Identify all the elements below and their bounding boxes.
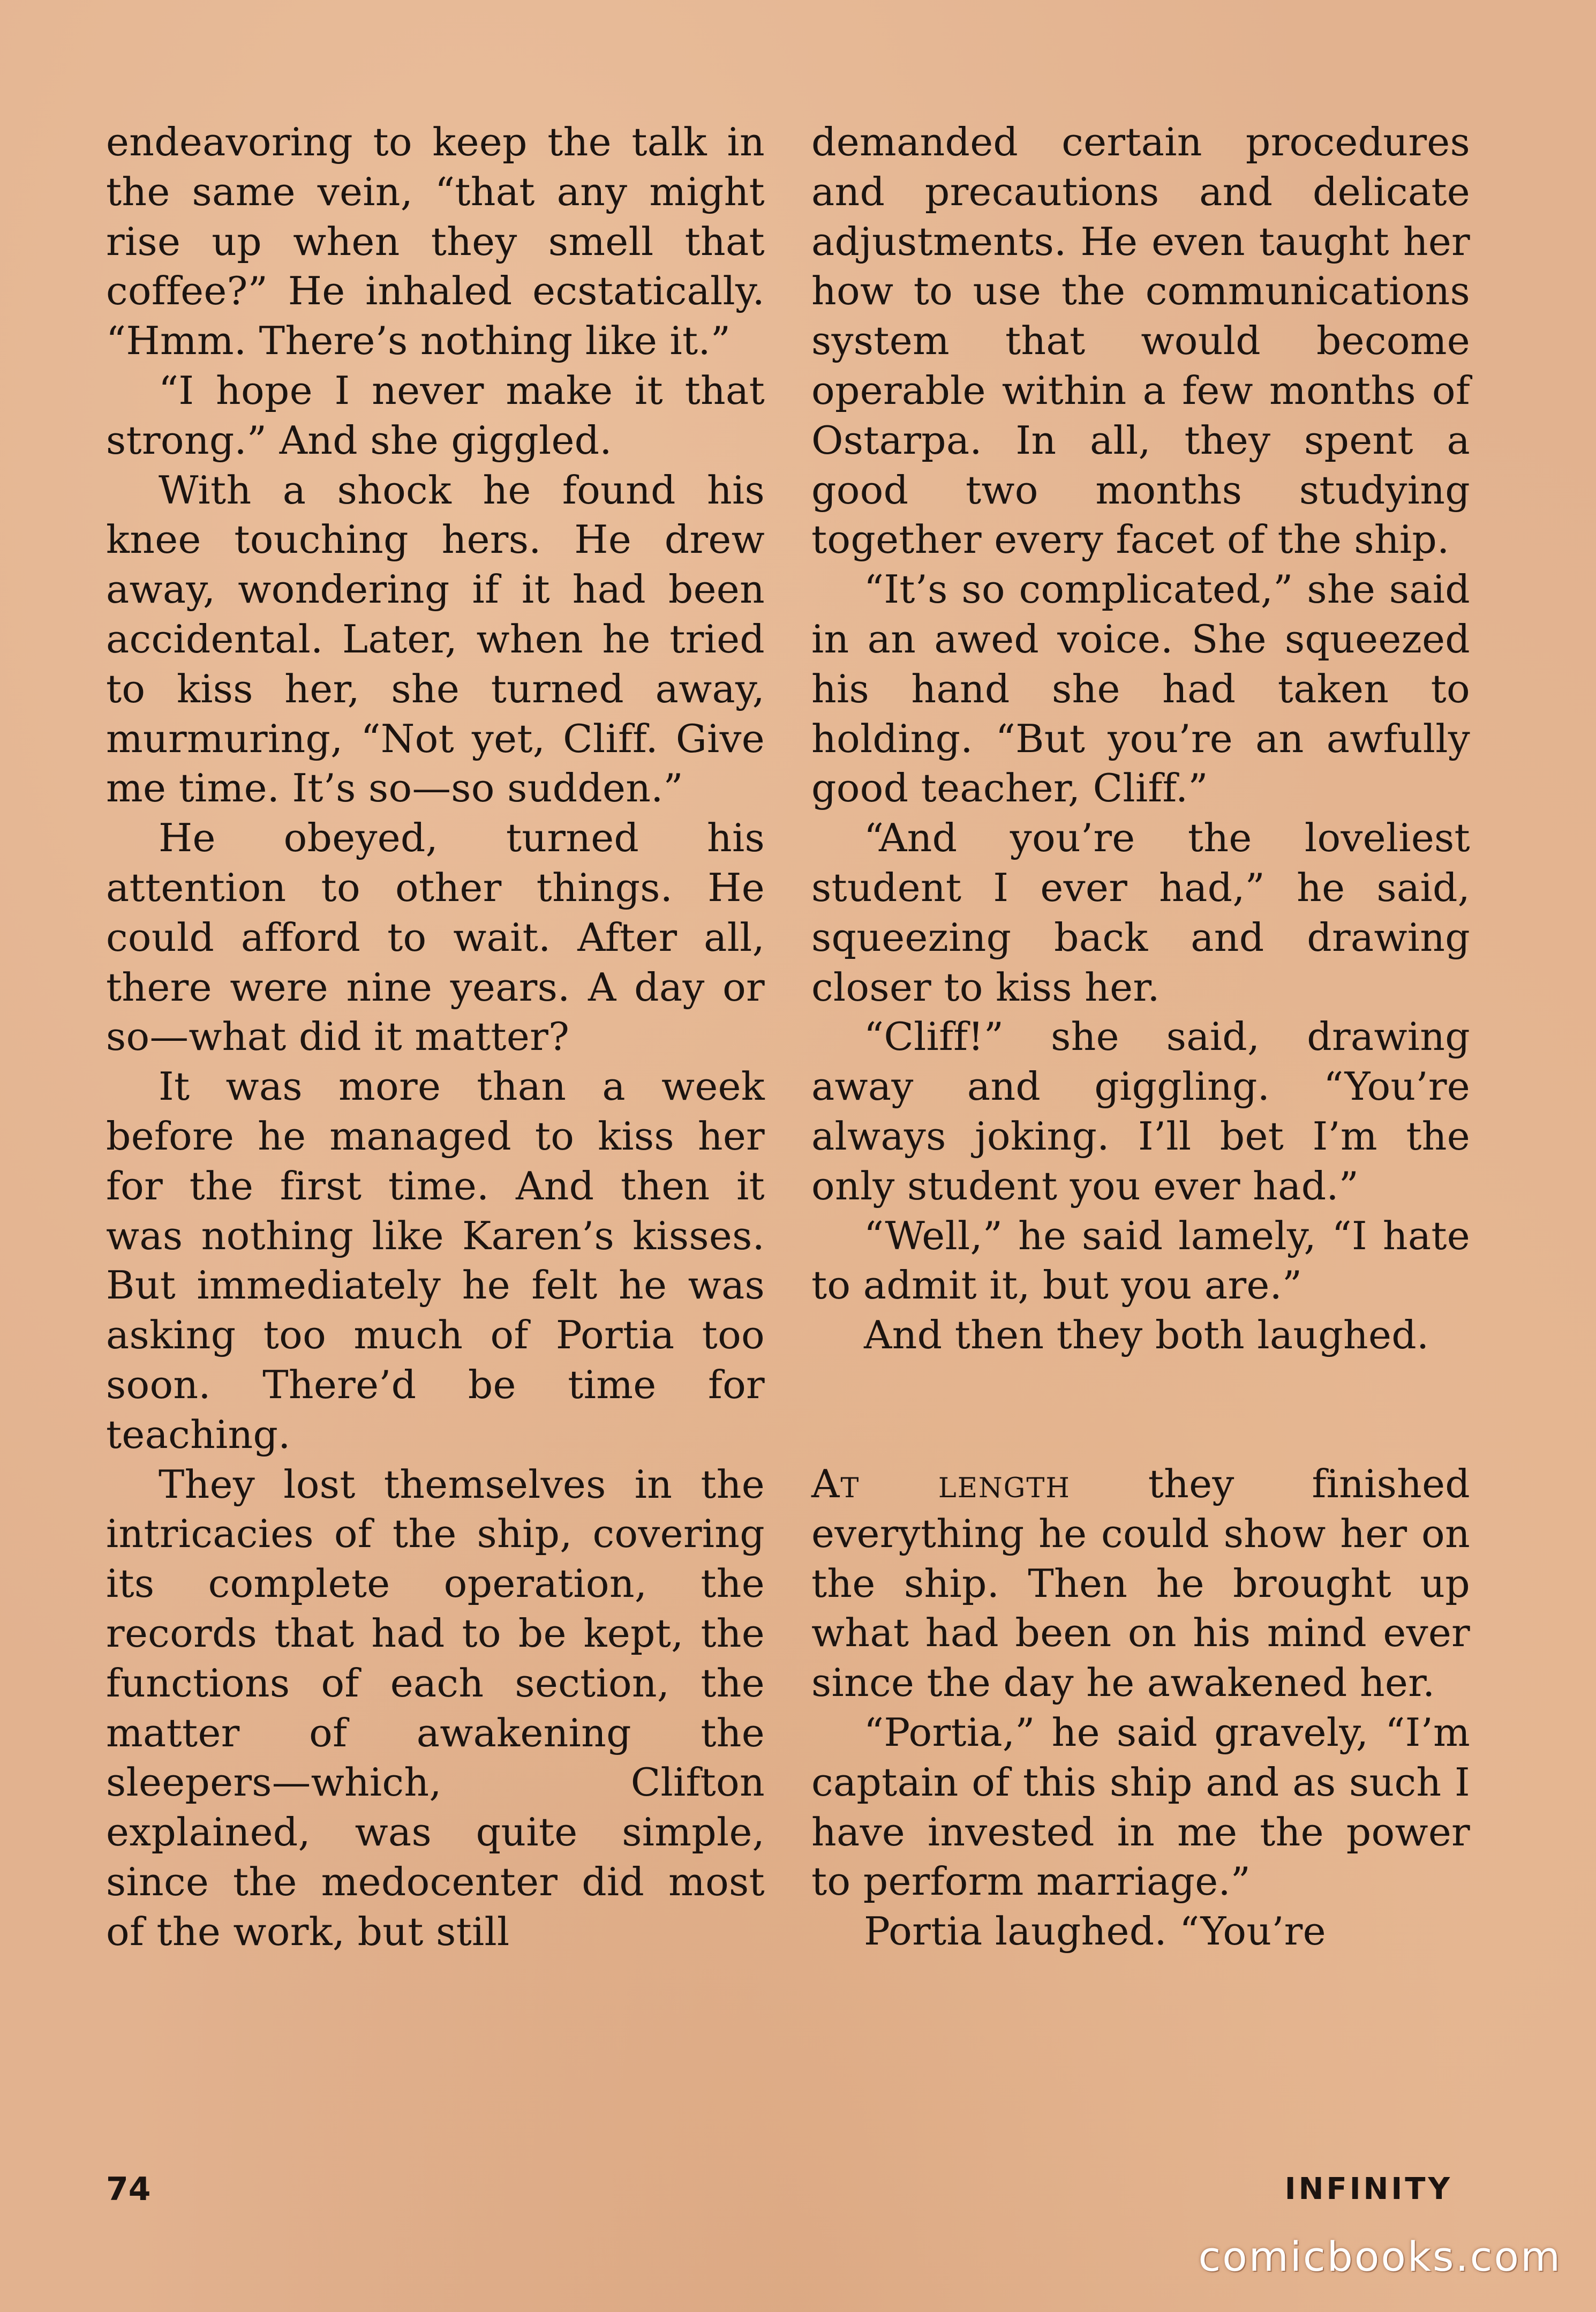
paragraph: With a shock he found his knee touching hers. He drew away, wondering if it had been accidental. Later, when he tried to kiss her, she turned away, murmuring, “Not yet, Cliff. Give me time. It’s so—so sudden.” — [106, 468, 765, 812]
left-text-column — [106, 118, 765, 2153]
paragraph: “It’s so complicated,” she said in an awed voice. She squeezed his hand she had taken to holding. “But you’re an awfully good teacher, Cliff.” — [811, 567, 1470, 812]
page-number: 74 — [106, 2171, 151, 2208]
section-lead-rest: they finished everything he could show her on the ship. Then he brought up what had been on his mind ever since the day he awakened her. — [811, 1461, 1470, 1706]
paragraph: “And you’re the loveliest student I ever had,” he said, squeezing back and drawing closer to kiss her. — [811, 816, 1470, 1010]
paragraph: “Well,” he said lamely, “I hate to admit it, but you are.” — [811, 1213, 1470, 1309]
paragraph: And then they both laughed. — [864, 1313, 1429, 1358]
section-opening-paragraph — [811, 1460, 1470, 1708]
paragraph: demanded certain procedures and precautions and delicate adjustments. He even taught her how to use the communications system that would become operable within a few months of Ostarpa. In all, they spent a good two months studying together every facet of the ship. — [811, 120, 1470, 563]
section-break — [811, 1361, 1470, 1460]
paragraph: Portia laughed. “You’re — [864, 1909, 1326, 1955]
watermark: comicbooks.com — [1198, 2233, 1562, 2280]
paragraph: They lost themselves in the intricacies of the ship, covering its complete operation, the records that had to be kept, the functions of each section, the matter of awakening the sleepers—which, Clifton explained, was quite simple, since the medocenter did most of the work, but still — [106, 1462, 765, 1955]
paragraph: “Portia,” he said gravely, “I’m captain of this ship and as such I have invested in me the power to perform marriage.” — [811, 1710, 1470, 1905]
paragraph: “Cliff!” she said, drawing away and giggling. “You’re always joking. I’ll bet I’m the only student you ever had.” — [811, 1015, 1470, 1209]
section-lead-in: At length — [811, 1461, 1071, 1507]
paragraph: It was more than a week before he managed to kiss her for the first time. And then it was nothing like Karen’s kisses. But immediately he felt he was asking too much of Portia too soon. There’d be time for teaching. — [106, 1064, 765, 1458]
magazine-title-footer: INFINITY — [1284, 2172, 1452, 2206]
right-text-column — [811, 118, 1470, 2153]
paragraph: endeavoring to keep the talk in the same vein, “that any might rise up when they smell that coffee?” He inhaled ecstatically. “Hmm. There’s nothing like it.” — [106, 120, 765, 364]
paragraph: “I hope I never make it that strong.” And she giggled. — [106, 368, 765, 463]
paragraph: He obeyed, turned his attention to other things. He could afford to wait. After all, there were nine years. A day or so—what did it matter? — [106, 816, 765, 1060]
